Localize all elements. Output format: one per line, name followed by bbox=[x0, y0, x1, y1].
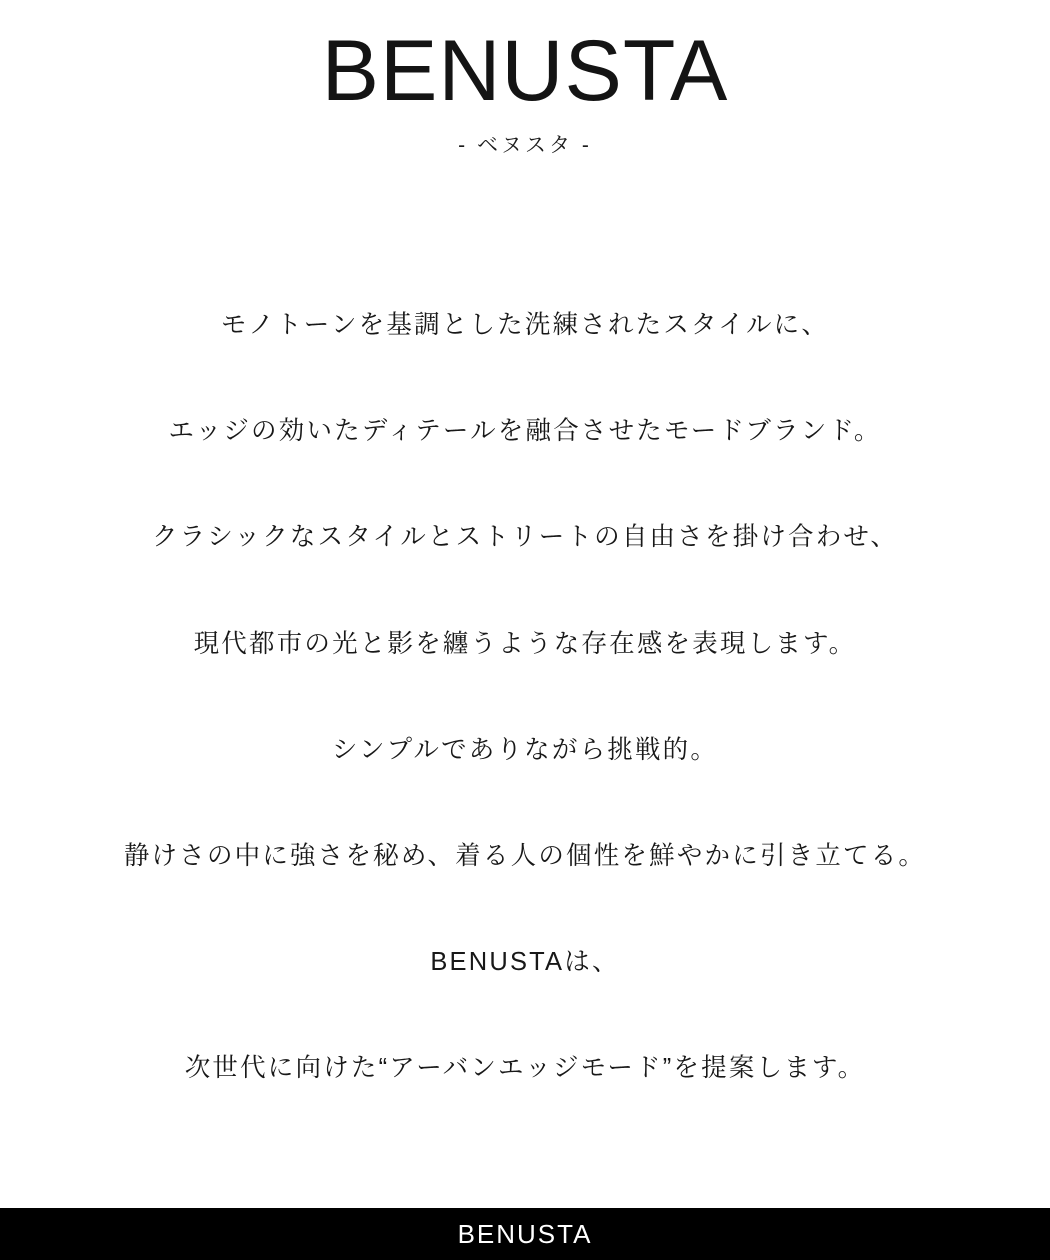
concept-line: エッジの効いたディテールを融合させたモードブランド。 bbox=[168, 417, 882, 446]
concept-line: 静けさの中に強さを秘め、着る人の個性を鮮やかに引き立てる。 bbox=[123, 841, 927, 870]
concept-line: 現代都市の光と影を纏うような存在感を表現します。 bbox=[193, 629, 857, 658]
brand-reading: - ベヌスタ - bbox=[458, 134, 592, 158]
brand-title: BENUSTA bbox=[321, 23, 729, 119]
footer-brand-label: BENUSTA bbox=[457, 1218, 593, 1249]
concept-line: 次世代に向けた“アーバンエッジモード”を提案します。 bbox=[184, 1054, 866, 1083]
brand-header bbox=[0, 0, 1050, 159]
footer-bar bbox=[0, 1208, 1050, 1260]
concept-text-block bbox=[0, 159, 1050, 1260]
concept-line: クラシックなスタイルとストリートの自由さを掛け合わせ、 bbox=[151, 523, 899, 552]
concept-line: モノトーンを基調とした洗練されたスタイルに、 bbox=[220, 311, 830, 340]
concept-line: BENUSTAは、 bbox=[430, 948, 620, 976]
concept-line: シンプルでありながら挑戦的。 bbox=[331, 735, 719, 764]
